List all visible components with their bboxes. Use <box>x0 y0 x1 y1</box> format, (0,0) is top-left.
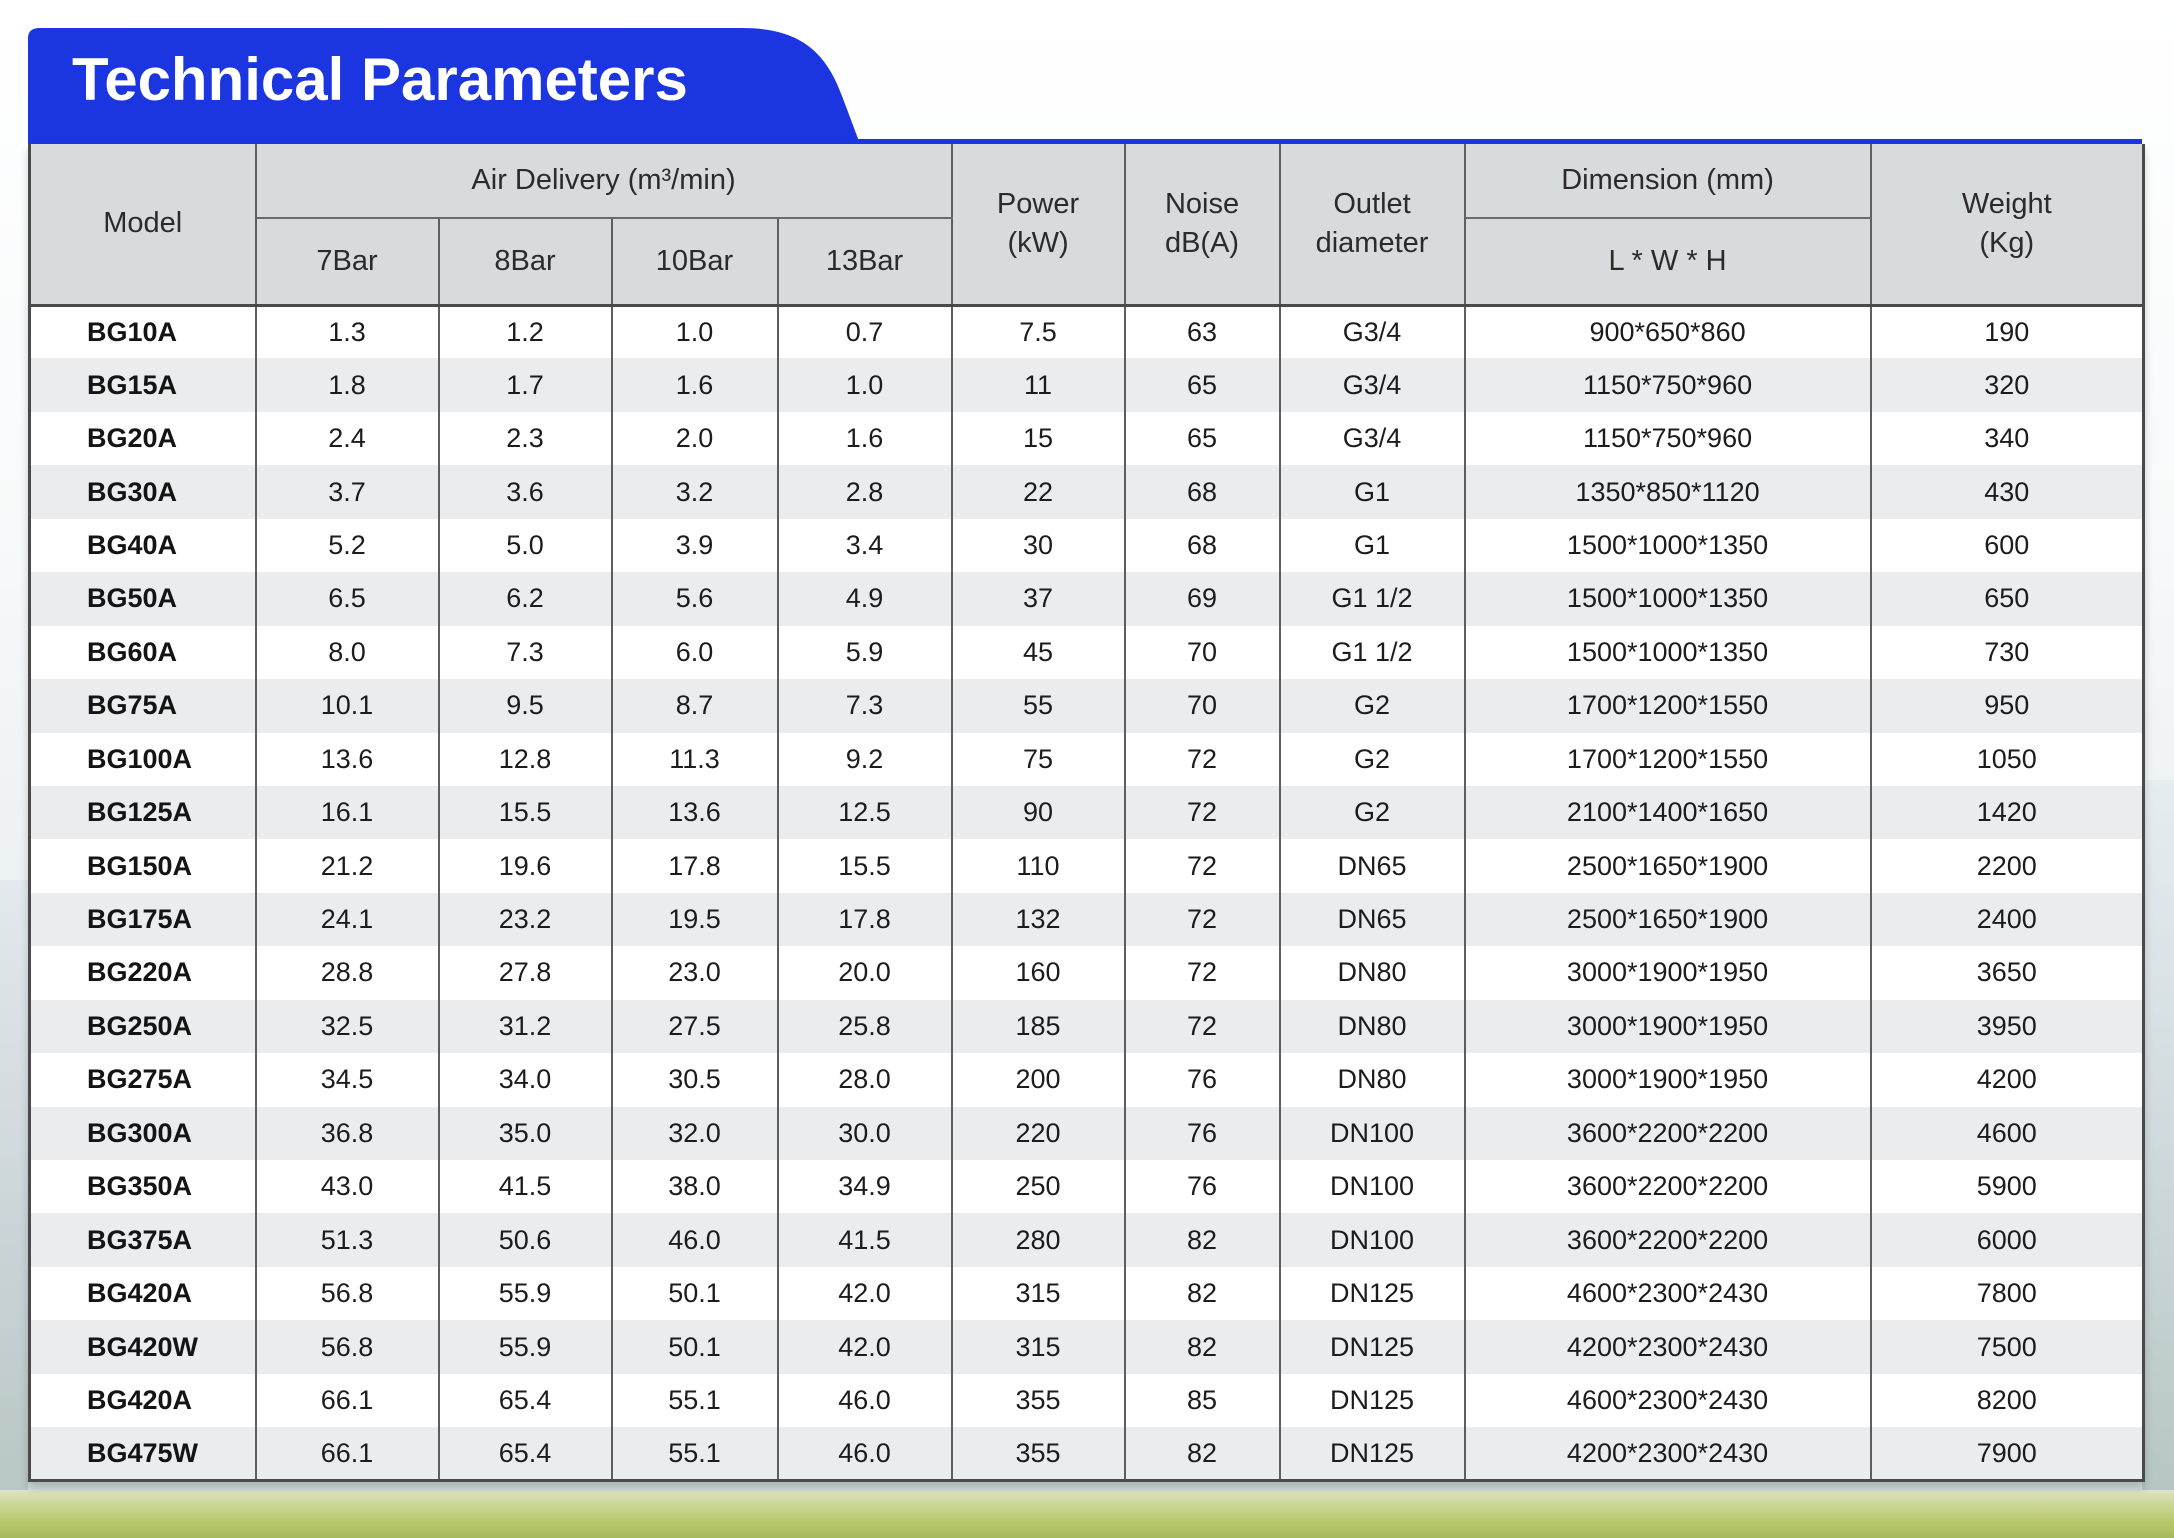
cell-weight: 3650 <box>1871 946 2144 999</box>
background-scenery-right <box>2142 780 2174 1500</box>
cell-air-8bar: 35.0 <box>439 1107 612 1160</box>
cell-noise: 72 <box>1125 839 1280 892</box>
cell-air-13bar: 5.9 <box>778 626 952 679</box>
background-scenery-left <box>0 880 28 1500</box>
header-noise <box>1125 144 1280 305</box>
cell-dimension: 1700*1200*1550 <box>1465 679 1871 732</box>
table-row <box>30 1160 2144 1213</box>
cell-outlet: G1 1/2 <box>1280 572 1465 625</box>
table-row <box>30 893 2144 946</box>
cell-air-8bar: 27.8 <box>439 946 612 999</box>
header-noise-line-1: Noise <box>1164 187 1240 220</box>
header-row-1 <box>30 144 2144 218</box>
table-row <box>30 946 2144 999</box>
cell-noise: 72 <box>1125 946 1280 999</box>
cell-air-7bar: 32.5 <box>256 1000 439 1053</box>
cell-dimension: 2500*1650*1900 <box>1465 893 1871 946</box>
header-model: Model <box>30 144 256 305</box>
cell-air-10bar: 6.0 <box>612 626 778 679</box>
cell-noise: 69 <box>1125 572 1280 625</box>
cell-weight: 1050 <box>1871 733 2144 786</box>
cell-air-10bar: 27.5 <box>612 1000 778 1053</box>
header-noise-line-2: dB(A) <box>1164 226 1240 259</box>
cell-noise: 68 <box>1125 519 1280 572</box>
cell-air-8bar: 55.9 <box>439 1267 612 1320</box>
cell-air-10bar: 19.5 <box>612 893 778 946</box>
cell-model: BG420A <box>30 1267 256 1320</box>
cell-power: 15 <box>952 412 1125 465</box>
cell-air-13bar: 25.8 <box>778 1000 952 1053</box>
page-title: Technical Parameters <box>72 46 688 113</box>
cell-model: BG150A <box>30 839 256 892</box>
cell-air-10bar: 55.1 <box>612 1427 778 1480</box>
table-row <box>30 1374 2144 1427</box>
cell-outlet: DN80 <box>1280 946 1465 999</box>
cell-power: 55 <box>952 679 1125 732</box>
cell-dimension: 3000*1900*1950 <box>1465 1053 1871 1106</box>
table-row <box>30 1053 2144 1106</box>
cell-model: BG50A <box>30 572 256 625</box>
cell-air-8bar: 41.5 <box>439 1160 612 1213</box>
header-dimension: Dimension (mm) <box>1465 144 1871 218</box>
cell-weight: 8200 <box>1871 1374 2144 1427</box>
cell-air-13bar: 9.2 <box>778 733 952 786</box>
header-power <box>952 144 1125 305</box>
cell-air-8bar: 9.5 <box>439 679 612 732</box>
cell-dimension: 4200*2300*2430 <box>1465 1427 1871 1480</box>
cell-model: BG420A <box>30 1374 256 1427</box>
header-dimension-lwh: L * W * H <box>1465 218 1871 305</box>
cell-dimension: 1700*1200*1550 <box>1465 733 1871 786</box>
cell-air-13bar: 42.0 <box>778 1320 952 1373</box>
cell-dimension: 3600*2200*2200 <box>1465 1213 1871 1266</box>
cell-noise: 70 <box>1125 679 1280 732</box>
cell-dimension: 3600*2200*2200 <box>1465 1107 1871 1160</box>
table-row <box>30 572 2144 625</box>
cell-air-13bar: 46.0 <box>778 1374 952 1427</box>
cell-noise: 76 <box>1125 1053 1280 1106</box>
cell-noise: 82 <box>1125 1320 1280 1373</box>
cell-air-7bar: 66.1 <box>256 1374 439 1427</box>
cell-air-13bar: 3.4 <box>778 519 952 572</box>
header-8bar: 8Bar <box>439 218 612 305</box>
cell-weight: 7500 <box>1871 1320 2144 1373</box>
cell-air-7bar: 5.2 <box>256 519 439 572</box>
cell-air-13bar: 12.5 <box>778 786 952 839</box>
cell-air-10bar: 5.6 <box>612 572 778 625</box>
cell-model: BG20A <box>30 412 256 465</box>
cell-air-13bar: 0.7 <box>778 305 952 358</box>
cell-air-7bar: 56.8 <box>256 1267 439 1320</box>
cell-noise: 65 <box>1125 412 1280 465</box>
cell-dimension: 3000*1900*1950 <box>1465 946 1871 999</box>
cell-air-7bar: 51.3 <box>256 1213 439 1266</box>
technical-parameters-table <box>28 144 2145 1482</box>
table-row <box>30 519 2144 572</box>
cell-air-7bar: 3.7 <box>256 465 439 518</box>
cell-air-13bar: 34.9 <box>778 1160 952 1213</box>
cell-air-7bar: 2.4 <box>256 412 439 465</box>
cell-air-8bar: 19.6 <box>439 839 612 892</box>
cell-model: BG10A <box>30 305 256 358</box>
cell-noise: 72 <box>1125 1000 1280 1053</box>
cell-air-7bar: 21.2 <box>256 839 439 892</box>
table-row <box>30 1320 2144 1373</box>
cell-air-7bar: 43.0 <box>256 1160 439 1213</box>
table-row <box>30 1107 2144 1160</box>
cell-air-7bar: 16.1 <box>256 786 439 839</box>
cell-air-7bar: 66.1 <box>256 1427 439 1480</box>
cell-outlet: G1 1/2 <box>1280 626 1465 679</box>
cell-weight: 600 <box>1871 519 2144 572</box>
table-body <box>30 305 2144 1481</box>
table-row <box>30 1427 2144 1480</box>
cell-power: 185 <box>952 1000 1125 1053</box>
cell-model: BG275A <box>30 1053 256 1106</box>
cell-outlet: DN65 <box>1280 839 1465 892</box>
cell-air-10bar: 3.9 <box>612 519 778 572</box>
table-row <box>30 305 2144 358</box>
cell-air-13bar: 4.9 <box>778 572 952 625</box>
cell-air-13bar: 42.0 <box>778 1267 952 1320</box>
header-weight-line-1: Weight <box>1961 187 2052 220</box>
cell-air-8bar: 31.2 <box>439 1000 612 1053</box>
cell-model: BG75A <box>30 679 256 732</box>
cell-weight: 6000 <box>1871 1213 2144 1266</box>
cell-power: 37 <box>952 572 1125 625</box>
cell-outlet: DN80 <box>1280 1053 1465 1106</box>
cell-outlet: DN65 <box>1280 893 1465 946</box>
cell-air-13bar: 2.8 <box>778 465 952 518</box>
table-row <box>30 358 2144 411</box>
cell-air-10bar: 3.2 <box>612 465 778 518</box>
table-row <box>30 1000 2144 1053</box>
cell-weight: 320 <box>1871 358 2144 411</box>
cell-weight: 950 <box>1871 679 2144 732</box>
cell-air-10bar: 2.0 <box>612 412 778 465</box>
table-row <box>30 786 2144 839</box>
cell-weight: 7900 <box>1871 1427 2144 1480</box>
header-weight <box>1871 144 2144 305</box>
cell-dimension: 3600*2200*2200 <box>1465 1160 1871 1213</box>
table-row <box>30 1267 2144 1320</box>
cell-dimension: 4600*2300*2430 <box>1465 1267 1871 1320</box>
cell-power: 132 <box>952 893 1125 946</box>
cell-dimension: 1500*1000*1350 <box>1465 572 1871 625</box>
cell-outlet: G2 <box>1280 733 1465 786</box>
cell-dimension: 3000*1900*1950 <box>1465 1000 1871 1053</box>
header-outlet <box>1280 144 1465 305</box>
cell-power: 11 <box>952 358 1125 411</box>
cell-outlet: DN80 <box>1280 1000 1465 1053</box>
cell-noise: 70 <box>1125 626 1280 679</box>
cell-noise: 65 <box>1125 358 1280 411</box>
header-10bar: 10Bar <box>612 218 778 305</box>
cell-dimension: 1500*1000*1350 <box>1465 519 1871 572</box>
cell-outlet: DN125 <box>1280 1374 1465 1427</box>
header-outlet-line-1: Outlet <box>1333 187 1411 220</box>
cell-air-7bar: 28.8 <box>256 946 439 999</box>
cell-power: 22 <box>952 465 1125 518</box>
header-power-line-2: (kW) <box>1007 226 1069 259</box>
cell-model: BG375A <box>30 1213 256 1266</box>
cell-power: 160 <box>952 946 1125 999</box>
cell-outlet: G2 <box>1280 786 1465 839</box>
cell-noise: 63 <box>1125 305 1280 358</box>
cell-dimension: 4200*2300*2430 <box>1465 1320 1871 1373</box>
cell-weight: 730 <box>1871 626 2144 679</box>
cell-air-13bar: 30.0 <box>778 1107 952 1160</box>
cell-air-8bar: 55.9 <box>439 1320 612 1373</box>
cell-air-8bar: 34.0 <box>439 1053 612 1106</box>
cell-power: 315 <box>952 1267 1125 1320</box>
cell-air-13bar: 46.0 <box>778 1427 952 1480</box>
cell-air-10bar: 1.6 <box>612 358 778 411</box>
cell-air-13bar: 17.8 <box>778 893 952 946</box>
cell-air-7bar: 10.1 <box>256 679 439 732</box>
cell-noise: 76 <box>1125 1160 1280 1213</box>
cell-noise: 85 <box>1125 1374 1280 1427</box>
header-power-line-1: Power <box>996 187 1080 220</box>
cell-weight: 2200 <box>1871 839 2144 892</box>
cell-outlet: DN100 <box>1280 1213 1465 1266</box>
cell-outlet: DN125 <box>1280 1267 1465 1320</box>
table-row <box>30 465 2144 518</box>
cell-air-10bar: 13.6 <box>612 786 778 839</box>
cell-model: BG475W <box>30 1427 256 1480</box>
cell-dimension: 900*650*860 <box>1465 305 1871 358</box>
cell-dimension: 2100*1400*1650 <box>1465 786 1871 839</box>
cell-outlet: G1 <box>1280 519 1465 572</box>
cell-dimension: 2500*1650*1900 <box>1465 839 1871 892</box>
cell-air-7bar: 34.5 <box>256 1053 439 1106</box>
cell-air-8bar: 1.7 <box>439 358 612 411</box>
table-row <box>30 733 2144 786</box>
cell-dimension: 4600*2300*2430 <box>1465 1374 1871 1427</box>
cell-noise: 72 <box>1125 786 1280 839</box>
cell-outlet: DN125 <box>1280 1427 1465 1480</box>
cell-air-10bar: 50.1 <box>612 1320 778 1373</box>
cell-air-8bar: 2.3 <box>439 412 612 465</box>
table-row <box>30 679 2144 732</box>
cell-power: 220 <box>952 1107 1125 1160</box>
cell-air-10bar: 8.7 <box>612 679 778 732</box>
cell-power: 45 <box>952 626 1125 679</box>
table-header <box>30 144 2144 305</box>
cell-power: 90 <box>952 786 1125 839</box>
cell-air-13bar: 1.6 <box>778 412 952 465</box>
cell-model: BG60A <box>30 626 256 679</box>
cell-weight: 5900 <box>1871 1160 2144 1213</box>
table-row <box>30 1213 2144 1266</box>
cell-power: 110 <box>952 839 1125 892</box>
cell-outlet: G1 <box>1280 465 1465 518</box>
cell-weight: 2400 <box>1871 893 2144 946</box>
cell-air-13bar: 20.0 <box>778 946 952 999</box>
table-row <box>30 412 2144 465</box>
cell-noise: 72 <box>1125 733 1280 786</box>
cell-model: BG350A <box>30 1160 256 1213</box>
cell-air-13bar: 41.5 <box>778 1213 952 1266</box>
cell-power: 200 <box>952 1053 1125 1106</box>
cell-air-7bar: 24.1 <box>256 893 439 946</box>
cell-outlet: DN125 <box>1280 1320 1465 1373</box>
cell-air-10bar: 38.0 <box>612 1160 778 1213</box>
cell-power: 280 <box>952 1213 1125 1266</box>
cell-outlet: G3/4 <box>1280 412 1465 465</box>
cell-air-7bar: 36.8 <box>256 1107 439 1160</box>
cell-outlet: DN100 <box>1280 1160 1465 1213</box>
cell-noise: 76 <box>1125 1107 1280 1160</box>
cell-air-8bar: 65.4 <box>439 1427 612 1480</box>
cell-power: 30 <box>952 519 1125 572</box>
cell-air-8bar: 6.2 <box>439 572 612 625</box>
cell-outlet: G2 <box>1280 679 1465 732</box>
cell-air-7bar: 13.6 <box>256 733 439 786</box>
cell-weight: 650 <box>1871 572 2144 625</box>
cell-weight: 7800 <box>1871 1267 2144 1320</box>
cell-air-7bar: 1.8 <box>256 358 439 411</box>
cell-model: BG15A <box>30 358 256 411</box>
table-row <box>30 839 2144 892</box>
cell-weight: 4600 <box>1871 1107 2144 1160</box>
cell-noise: 82 <box>1125 1267 1280 1320</box>
cell-air-13bar: 28.0 <box>778 1053 952 1106</box>
cell-dimension: 1350*850*1120 <box>1465 465 1871 518</box>
header-outlet-line-2: diameter <box>1315 226 1429 259</box>
cell-model: BG100A <box>30 733 256 786</box>
cell-air-10bar: 46.0 <box>612 1213 778 1266</box>
header-7bar: 7Bar <box>256 218 439 305</box>
cell-air-7bar: 6.5 <box>256 572 439 625</box>
cell-noise: 82 <box>1125 1427 1280 1480</box>
cell-outlet: G3/4 <box>1280 358 1465 411</box>
cell-model: BG175A <box>30 893 256 946</box>
cell-air-7bar: 8.0 <box>256 626 439 679</box>
cell-air-8bar: 65.4 <box>439 1374 612 1427</box>
cell-model: BG40A <box>30 519 256 572</box>
header-weight-line-2: (Kg) <box>1979 226 2035 259</box>
cell-air-8bar: 1.2 <box>439 305 612 358</box>
cell-noise: 82 <box>1125 1213 1280 1266</box>
cell-air-8bar: 50.6 <box>439 1213 612 1266</box>
cell-air-8bar: 7.3 <box>439 626 612 679</box>
cell-air-13bar: 15.5 <box>778 839 952 892</box>
cell-model: BG250A <box>30 1000 256 1053</box>
cell-power: 355 <box>952 1427 1125 1480</box>
cell-air-10bar: 32.0 <box>612 1107 778 1160</box>
cell-noise: 68 <box>1125 465 1280 518</box>
cell-air-10bar: 1.0 <box>612 305 778 358</box>
cell-air-7bar: 56.8 <box>256 1320 439 1373</box>
cell-power: 250 <box>952 1160 1125 1213</box>
cell-model: BG220A <box>30 946 256 999</box>
cell-air-10bar: 50.1 <box>612 1267 778 1320</box>
cell-air-8bar: 3.6 <box>439 465 612 518</box>
cell-dimension: 1150*750*960 <box>1465 412 1871 465</box>
cell-air-13bar: 1.0 <box>778 358 952 411</box>
cell-air-10bar: 17.8 <box>612 839 778 892</box>
cell-model: BG420W <box>30 1320 256 1373</box>
cell-power: 7.5 <box>952 305 1125 358</box>
cell-weight: 1420 <box>1871 786 2144 839</box>
cell-air-10bar: 23.0 <box>612 946 778 999</box>
background-foliage <box>0 1490 2174 1538</box>
cell-outlet: DN100 <box>1280 1107 1465 1160</box>
cell-power: 355 <box>952 1374 1125 1427</box>
cell-weight: 4200 <box>1871 1053 2144 1106</box>
cell-weight: 340 <box>1871 412 2144 465</box>
cell-air-8bar: 12.8 <box>439 733 612 786</box>
cell-dimension: 1150*750*960 <box>1465 358 1871 411</box>
cell-weight: 3950 <box>1871 1000 2144 1053</box>
cell-model: BG125A <box>30 786 256 839</box>
cell-weight: 190 <box>1871 305 2144 358</box>
cell-dimension: 1500*1000*1350 <box>1465 626 1871 679</box>
cell-model: BG300A <box>30 1107 256 1160</box>
cell-air-8bar: 5.0 <box>439 519 612 572</box>
cell-air-7bar: 1.3 <box>256 305 439 358</box>
header-13bar: 13Bar <box>778 218 952 305</box>
cell-air-8bar: 15.5 <box>439 786 612 839</box>
cell-air-8bar: 23.2 <box>439 893 612 946</box>
cell-air-10bar: 55.1 <box>612 1374 778 1427</box>
cell-weight: 430 <box>1871 465 2144 518</box>
header-air-delivery: Air Delivery (m³/min) <box>256 144 952 218</box>
cell-air-13bar: 7.3 <box>778 679 952 732</box>
cell-model: BG30A <box>30 465 256 518</box>
cell-power: 75 <box>952 733 1125 786</box>
cell-air-10bar: 30.5 <box>612 1053 778 1106</box>
cell-air-10bar: 11.3 <box>612 733 778 786</box>
cell-noise: 72 <box>1125 893 1280 946</box>
cell-power: 315 <box>952 1320 1125 1373</box>
cell-outlet: G3/4 <box>1280 305 1465 358</box>
table-row <box>30 626 2144 679</box>
